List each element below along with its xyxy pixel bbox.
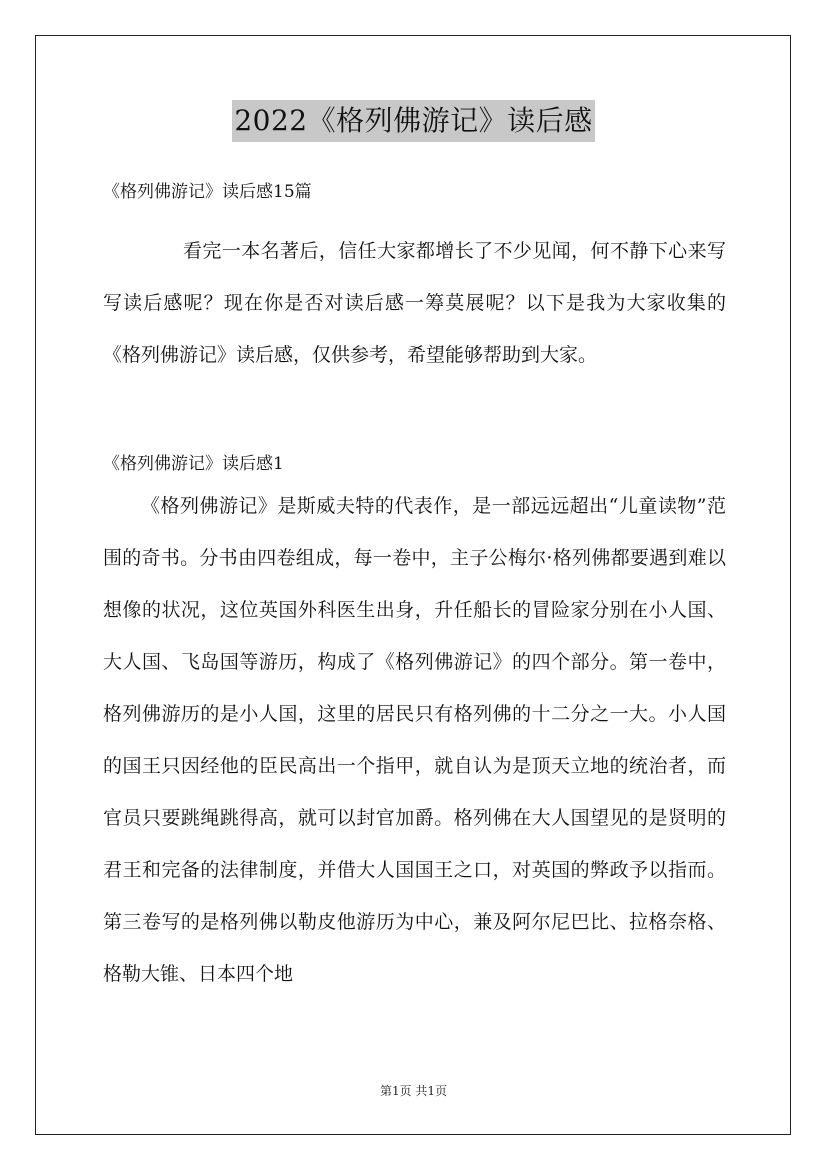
- essay-1-paragraph: 《格列佛游记》是斯威夫特的代表作，是一部远远超出“儿童读物”范围的奇书。分书由四卷组成，每一卷中，主子公梅尔·格列佛都要遇到难以想像的状况，这位英国外科医生出身，升任船长的冒险家分别在小人国、大人国、飞岛国等游历，构成了《格列佛游记》的四个部分。第一卷中，格列佛游历的是小人国，这里的居民只有格列佛的十二分之一大。小人国的国王只因经他的臣民高出一个指甲，就自认为是顶天立地的统治者，而官员只要跳绳跳得高，就可以封官加爵。格列佛在大人国望见的是贤明的君王和完备的法律制度，并借大人国国王之口，对英国的弊政予以指而。第三卷写的是格列佛以勒皮他游历为中心，兼及阿尔尼巴比、拉格奈格、格勒大锥、日本四个地: [103, 495, 726, 985]
- document-title: 2022《格列佛游记》读后感: [232, 100, 594, 142]
- page-footer: 第1页 共1页: [379, 1084, 448, 1098]
- essay-1-heading: 《格列佛游记》读后感1: [103, 454, 284, 474]
- intro-paragraph: 看完一本名著后，信任大家都增长了不少见闻，何不静下心来写写读后感呢？现在你是否对读后感一筹莫展呢？以下是我为大家收集的《格列佛游记》读后感，仅供参考，希望能够帮助到大家。: [103, 240, 726, 366]
- collection-heading: 《格列佛游记》读后感15篇: [103, 182, 312, 202]
- title-container: [0, 100, 827, 142]
